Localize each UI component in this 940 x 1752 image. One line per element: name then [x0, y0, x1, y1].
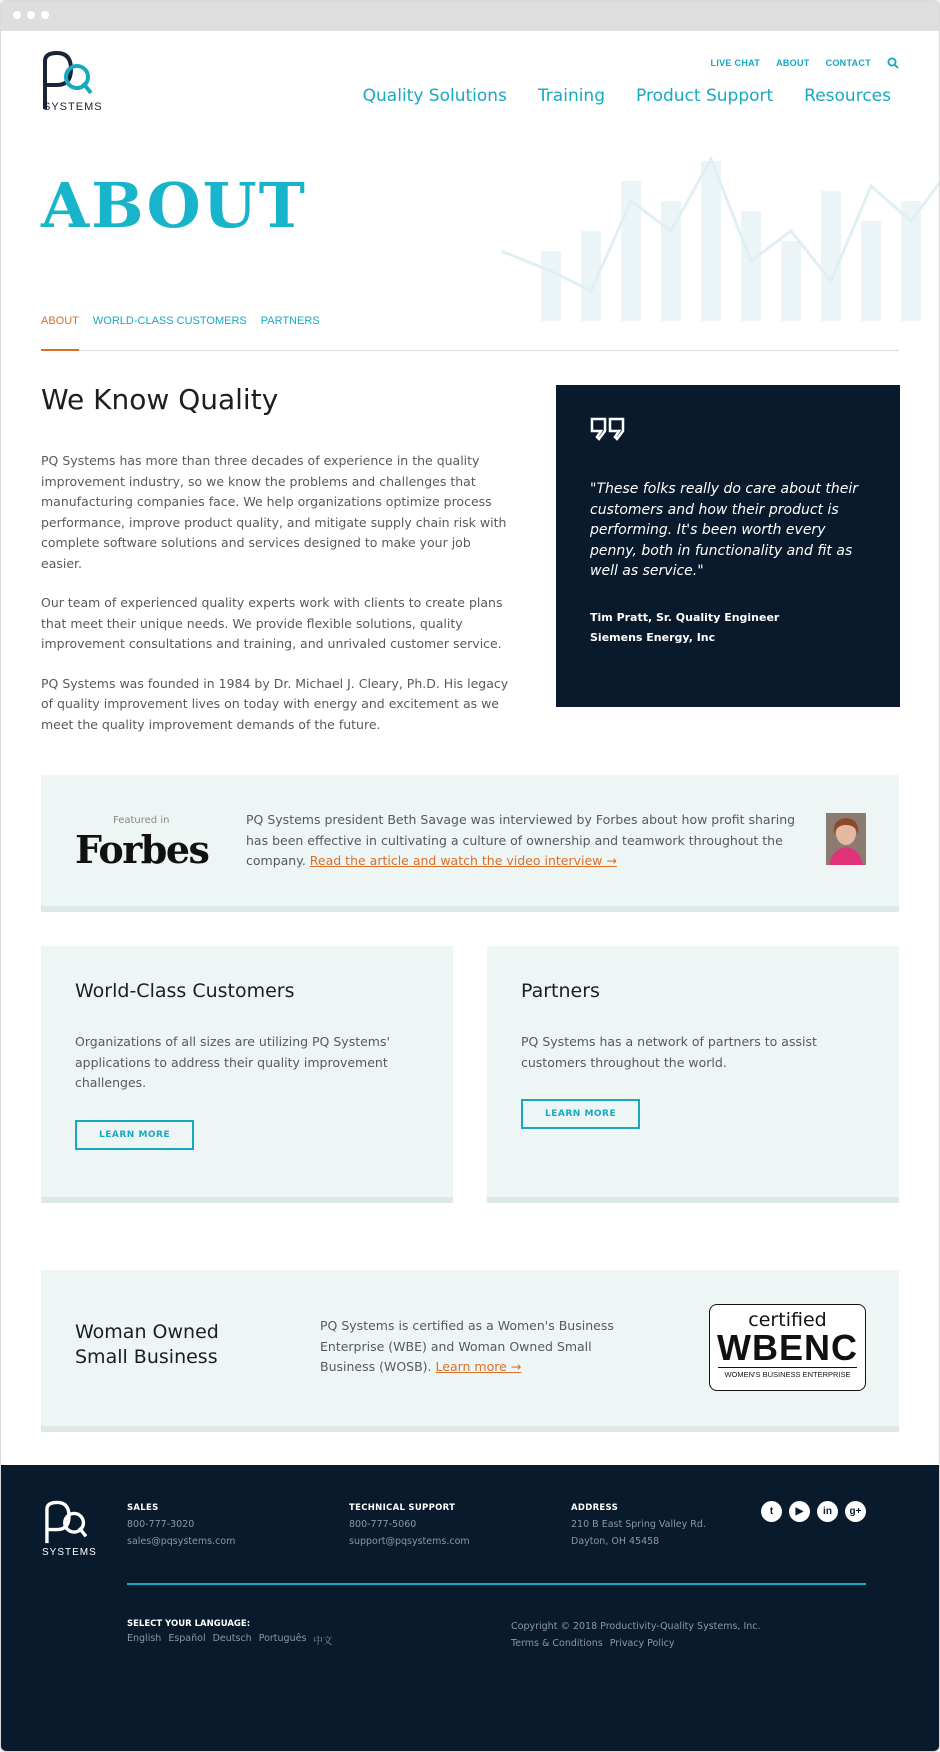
tab-world-class-customers[interactable]: WORLD-CLASS CUSTOMERS [92, 315, 247, 327]
wbe-description: PQ Systems is certified as a Women's Business Enterprise (WBE) and Woman Owned Small Business (WOSB). [320, 1318, 614, 1374]
address-line: 210 B East Spring Valley Rd. [571, 1519, 706, 1530]
footer-logo-wordmark: SYSTEMS [42, 1547, 97, 1558]
intro-paragraph: PQ Systems was founded in 1984 by Dr. Michael J. Cleary, Ph.D. His legacy of quality improvement lives on today with energy and excitement as we meet the quality improvement demands of the future. [41, 675, 509, 732]
browser-chrome [1, 1, 939, 31]
featured-label: Featured in [113, 815, 170, 826]
support-email[interactable]: support@pqsystems.com [349, 1535, 470, 1547]
language-heading: SELECT YOUR LANGUAGE: [127, 1619, 251, 1629]
forbes-feature [41, 775, 899, 912]
author-company: Siemens Energy, Inc [590, 630, 716, 644]
partners-learn-more-button[interactable]: LEARN MORE [521, 1099, 640, 1129]
testimonial-author [590, 608, 866, 648]
nav-product-support[interactable]: Product Support [636, 86, 774, 106]
nav-resources[interactable]: Resources [804, 86, 891, 106]
sales-phone[interactable]: 800-777-3020 [127, 1519, 195, 1530]
copyright-text: Copyright © 2018 Productivity-Quality Systems, Inc. [511, 1621, 761, 1632]
language-selector [127, 1619, 332, 1647]
contact-link[interactable]: CONTACT [825, 58, 871, 68]
main-nav [363, 86, 891, 106]
wbe-learn-more-link[interactable]: Learn more → [435, 1359, 522, 1374]
window-dot [27, 11, 35, 19]
language-english[interactable]: English [127, 1633, 162, 1644]
wbe-text [320, 1316, 640, 1378]
footer-support [349, 1503, 470, 1550]
badge-subtitle: WOMEN'S BUSINESS ENTERPRISE [718, 1367, 857, 1379]
language-chinese[interactable]: 中文 [313, 1636, 333, 1647]
tab-about[interactable]: ABOUT [41, 313, 79, 351]
footer-sales [127, 1503, 235, 1550]
customers-card [41, 946, 453, 1203]
forbes-text [246, 810, 806, 872]
footer-legal [511, 1619, 761, 1652]
intro-paragraph: PQ Systems has more than three decades of experience in the quality improvement industry, so we know the problems and challenges that manufacturing companies face. We help organizations optimize process performance, improve product quality, and mitigate supply chain risk with complete software solutions and services designed to make your job easier. [41, 453, 507, 571]
language-espanol[interactable]: Español [168, 1633, 206, 1644]
forbes-article-link[interactable]: Read the article and watch the video interview → [309, 853, 617, 868]
about-link[interactable]: ABOUT [776, 58, 810, 68]
quote-icon [590, 417, 626, 441]
woman-owned-section [41, 1270, 899, 1432]
forbes-logo: Forbes [75, 827, 209, 872]
window-dot [13, 11, 21, 19]
wbe-title: Woman Owned Small Business [75, 1321, 219, 1368]
card-title: World-Class Customers [75, 980, 295, 1002]
youtube-icon[interactable]: ▶ [789, 1501, 810, 1522]
google-plus-icon[interactable]: g+ [845, 1501, 866, 1522]
badge-certified-text: certified [748, 1309, 827, 1331]
privacy-link[interactable]: Privacy Policy [609, 1637, 675, 1649]
customers-learn-more-button[interactable]: LEARN MORE [75, 1120, 194, 1150]
utility-nav [711, 57, 899, 69]
address-line: Dayton, OH 45458 [571, 1535, 660, 1547]
president-photo [826, 813, 866, 865]
site-footer [1, 1465, 940, 1752]
footer-divider [127, 1583, 866, 1585]
sales-email[interactable]: sales@pqsystems.com [127, 1535, 236, 1547]
card-text: Organizations of all sizes are utilizing PQ Systems' applications to address their quality improvement challenges. [75, 1034, 390, 1090]
terms-link[interactable]: Terms & Conditions [511, 1637, 603, 1649]
forbes-description: PQ Systems president Beth Savage was interviewed by Forbes about how profit sharing has been effective in cultivating a culture of ownership and teamwork throughout the company. [246, 812, 796, 868]
window-dot [41, 11, 49, 19]
page-title: ABOUT [41, 169, 307, 242]
footer-address [571, 1503, 706, 1550]
support-phone[interactable]: 800-777-5060 [349, 1519, 417, 1530]
subnav-tabs [41, 313, 899, 351]
intro-text [41, 451, 511, 754]
card-text: PQ Systems has a network of partners to assist customers throughout the world. [521, 1034, 817, 1070]
nav-training[interactable]: Training [537, 86, 606, 106]
language-portugues[interactable]: Português [258, 1633, 307, 1644]
tab-partners[interactable]: PARTNERS [260, 315, 320, 327]
sales-heading: SALES [127, 1503, 159, 1513]
author-name: Tim Pratt, Sr. Quality Engineer [590, 610, 780, 624]
logo-wordmark: SYSTEMS [43, 101, 103, 113]
partners-card [487, 946, 899, 1203]
social-links [761, 1501, 866, 1522]
search-icon[interactable] [887, 57, 899, 69]
live-chat-link[interactable]: LIVE CHAT [710, 58, 761, 68]
badge-wbenc-text: WBENC [717, 1327, 858, 1368]
wbenc-badge [709, 1304, 866, 1391]
testimonial-quote: "These folks really do care about their customers and how their product is performing. It's been worth every penny, both in functionality and fit as well as service." [590, 481, 858, 579]
twitter-icon[interactable]: t [761, 1501, 782, 1522]
nav-quality-solutions[interactable]: Quality Solutions [362, 86, 507, 106]
language-deutsch[interactable]: Deutsch [212, 1633, 252, 1644]
card-title: Partners [521, 980, 600, 1002]
intro-paragraph: Our team of experienced quality experts work with clients to create plans that meet their unique needs. We provide flexible solutions, quality improvement consultations and training, and unrivaled customer service. [41, 595, 503, 651]
address-heading: ADDRESS [571, 1503, 619, 1513]
section-heading: We Know Quality [41, 383, 279, 416]
support-heading: TECHNICAL SUPPORT [349, 1503, 456, 1513]
linkedin-icon[interactable]: in [817, 1501, 838, 1522]
hero-chart-graphic [501, 141, 940, 321]
testimonial-card [556, 385, 900, 707]
